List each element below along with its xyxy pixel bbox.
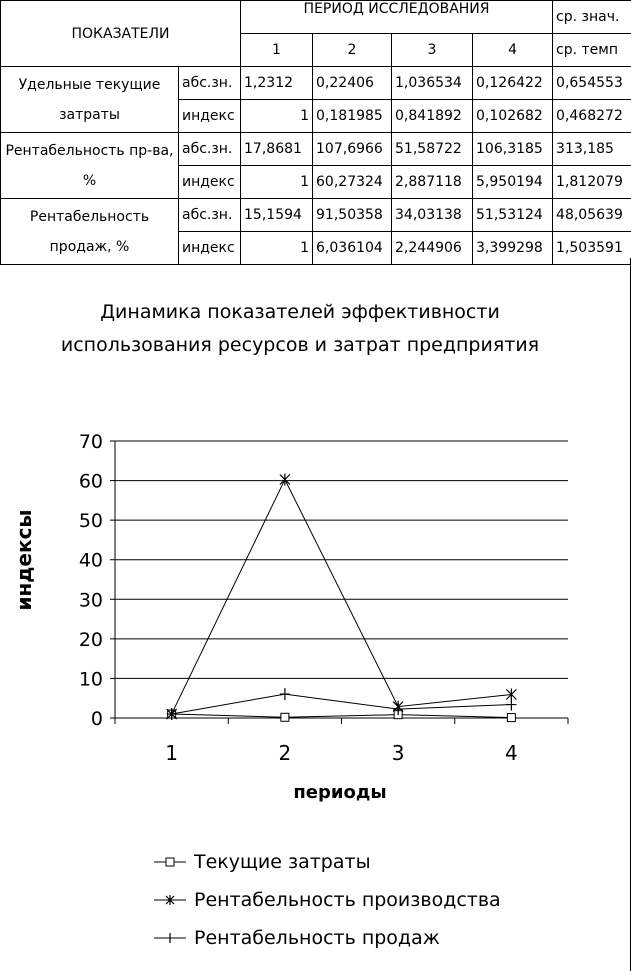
- row-type: индекс: [179, 232, 241, 265]
- line-chart: [0, 420, 600, 780]
- x-axis-label: периоды: [293, 782, 387, 803]
- legend-item: [150, 843, 510, 881]
- cell-value: 0,181985: [313, 100, 392, 133]
- cell-value: 51,58722: [392, 133, 473, 166]
- row-type: абс.зн.: [179, 133, 241, 166]
- y-tick-label: 40: [78, 549, 103, 572]
- chart-legend: [150, 843, 510, 957]
- row-group-name: [1, 199, 179, 265]
- cell-value: 91,50358: [313, 199, 392, 232]
- row-group-name-line2: %: [82, 172, 97, 189]
- data-point: [280, 688, 290, 700]
- row-type: абс.зн.: [179, 67, 241, 100]
- legend-item: [150, 919, 510, 957]
- y-tick-label: 20: [78, 628, 103, 651]
- legend-star-marker-icon: [150, 890, 190, 910]
- y-tick-label: 50: [78, 510, 103, 533]
- cell-summary: 313,185: [553, 133, 631, 166]
- legend-label: Рентабельность производства: [194, 889, 501, 911]
- row-group-name-line1: Рентабельность пр-ва,: [5, 142, 174, 159]
- row-group-name-line2: продаж, %: [49, 238, 130, 255]
- row-group-name-line1: Удельные текущие: [18, 76, 161, 93]
- cell-value: 15,1594: [241, 199, 313, 232]
- y-tick-label: 30: [78, 589, 103, 612]
- y-tick-label: 60: [78, 470, 103, 493]
- cell-summary: 1,812079: [553, 166, 631, 199]
- cell-value: 1: [241, 166, 313, 199]
- cell-value: 6,036104: [313, 232, 392, 265]
- table-row: [1, 199, 631, 232]
- cell-value: 2,887118: [392, 166, 473, 199]
- y-tick-label: 0: [90, 708, 103, 730]
- cell-value: 0,102682: [473, 100, 553, 133]
- cell-summary: 0,468272: [553, 100, 631, 133]
- row-type: абс.зн.: [179, 199, 241, 232]
- row-type: индекс: [179, 166, 241, 199]
- x-tick-label: 2: [278, 741, 292, 765]
- chart-title-line1: Динамика показателей эффективности: [100, 301, 500, 323]
- row-type: индекс: [179, 100, 241, 133]
- header-indicators: ПОКАЗАТЕЛИ: [1, 1, 241, 67]
- y-tick-label: 70: [78, 431, 103, 453]
- cell-value: 106,3185: [473, 133, 553, 166]
- legend-label: Рентабельность продаж: [194, 927, 440, 949]
- row-group-name: [1, 133, 179, 199]
- chart-title-line2: использования ресурсов и затрат предприятия: [60, 334, 540, 356]
- header-period-2: 2: [313, 34, 392, 67]
- legend-label: Текущие затраты: [194, 851, 371, 873]
- header-period-1: 1: [241, 34, 313, 67]
- header-avg-value: ср. знач.: [553, 1, 631, 34]
- cell-value: 1,036534: [392, 67, 473, 100]
- cell-value: 5,950194: [473, 166, 553, 199]
- table-row: [1, 133, 631, 166]
- x-tick-label: 1: [165, 741, 178, 765]
- series-line: [172, 714, 512, 718]
- cell-summary: 0,654553: [553, 67, 631, 100]
- cell-value: 1,2312: [241, 67, 313, 100]
- row-group-name-line1: Рентабельность: [29, 208, 150, 225]
- cell-value: 2,244906: [392, 232, 473, 265]
- cell-value: 34,03138: [392, 199, 473, 232]
- header-avg-rate: ср. темп: [553, 34, 631, 67]
- cell-value: 0,841892: [392, 100, 473, 133]
- cell-value: 1: [241, 232, 313, 265]
- series-line: [172, 694, 512, 714]
- cell-value: 17,8681: [241, 133, 313, 166]
- header-period-3: 3: [392, 34, 473, 67]
- cell-value: 51,53124: [473, 199, 553, 232]
- cell-summary: 1,503591: [553, 232, 631, 265]
- cell-value: 107,6966: [313, 133, 392, 166]
- x-tick-label: 4: [505, 741, 518, 765]
- cell-value: 60,27324: [313, 166, 392, 199]
- data-point: [281, 713, 289, 721]
- x-tick-label: 3: [391, 741, 405, 765]
- legend-square-marker-icon: [150, 852, 190, 872]
- legend-plus-marker-icon: [150, 928, 190, 948]
- header-period: ПЕРИОД ИССЛЕДОВАНИЯ: [241, 1, 553, 34]
- data-point: [507, 714, 515, 722]
- y-axis-label: индексы: [12, 509, 36, 611]
- cell-value: 1: [241, 100, 313, 133]
- cell-value: 0,22406: [313, 67, 392, 100]
- cell-value: 0,126422: [473, 67, 553, 100]
- legend-item: [150, 881, 510, 919]
- row-group-name: [1, 67, 179, 133]
- indicators-table: [0, 0, 631, 265]
- data-point: [280, 473, 290, 485]
- row-group-name-line2: затраты: [59, 106, 120, 123]
- cell-value: 3,399298: [473, 232, 553, 265]
- cell-summary: 48,05639: [553, 199, 631, 232]
- header-period-4: 4: [473, 34, 553, 67]
- y-tick-label: 10: [78, 668, 103, 691]
- table-row: [1, 67, 631, 100]
- data-point: [506, 699, 516, 711]
